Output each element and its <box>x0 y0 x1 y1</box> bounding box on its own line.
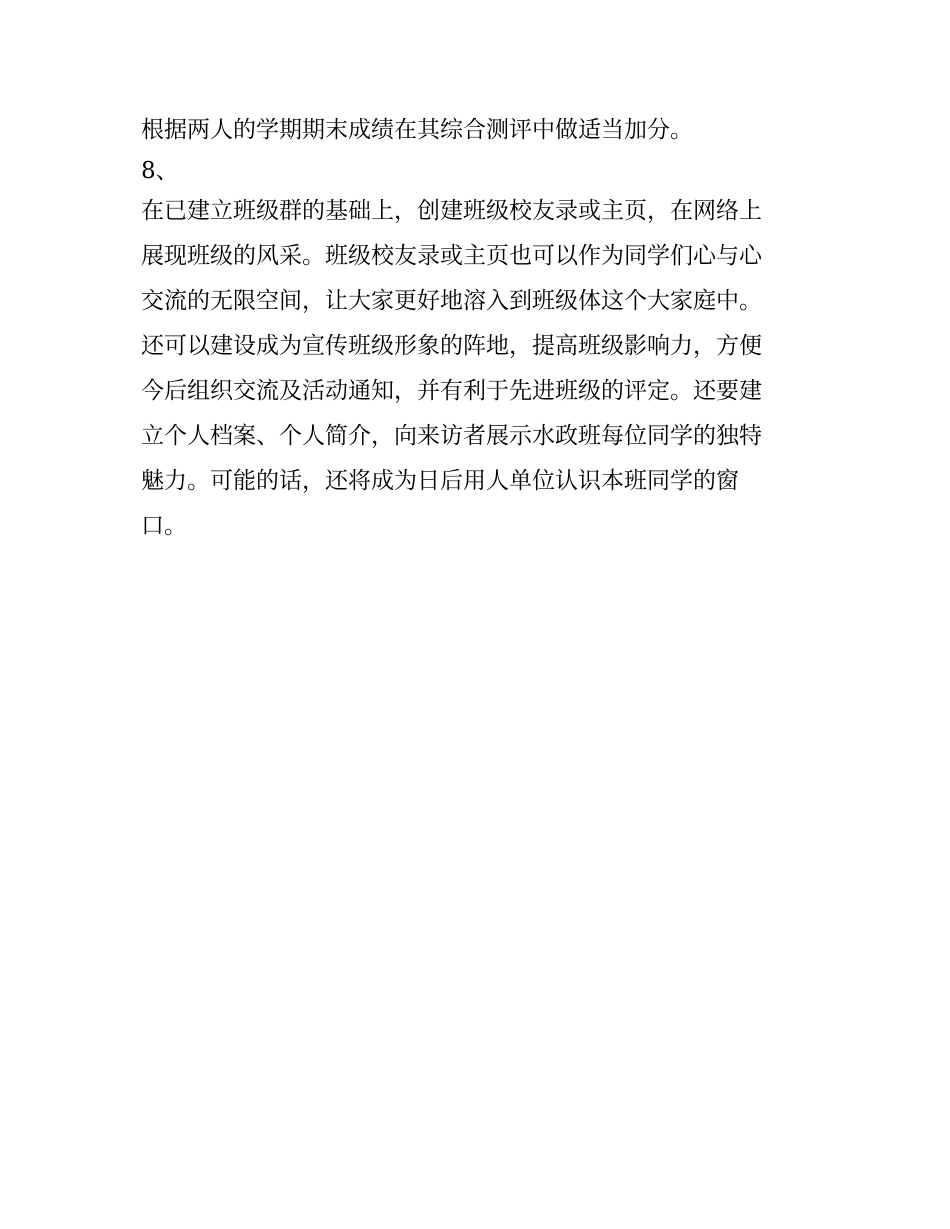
text-line: 还可以建设成为宣传班级形象的阵地，提高班级影响力，方便 <box>141 333 762 359</box>
document-body <box>141 108 821 549</box>
text-line: 交流的无限空间，让大家更好地溶入到班级体这个大家庭中。 <box>141 288 762 314</box>
text-line: 今后组织交流及活动通知，并有利于先进班级的评定。还要建 <box>141 378 762 404</box>
text-line: 魅力。可能的话，还将成为日后用人单位认识本班同学的窗 <box>141 468 739 494</box>
text-line: 口。 <box>141 513 187 539</box>
text-line: 在已建立班级群的基础上，创建班级校友录或主页，在网络上 <box>141 198 762 224</box>
text-line: 根据两人的学期期末成绩在其综合测评中做适当加分。 <box>141 117 693 143</box>
section-number: 8、 <box>141 158 179 184</box>
text-line: 展现班级的风采。班级校友录或主页也可以作为同学们心与心 <box>141 243 762 269</box>
text-line: 立个人档案、个人简介，向来访者展示水政班每位同学的独特 <box>141 423 762 449</box>
